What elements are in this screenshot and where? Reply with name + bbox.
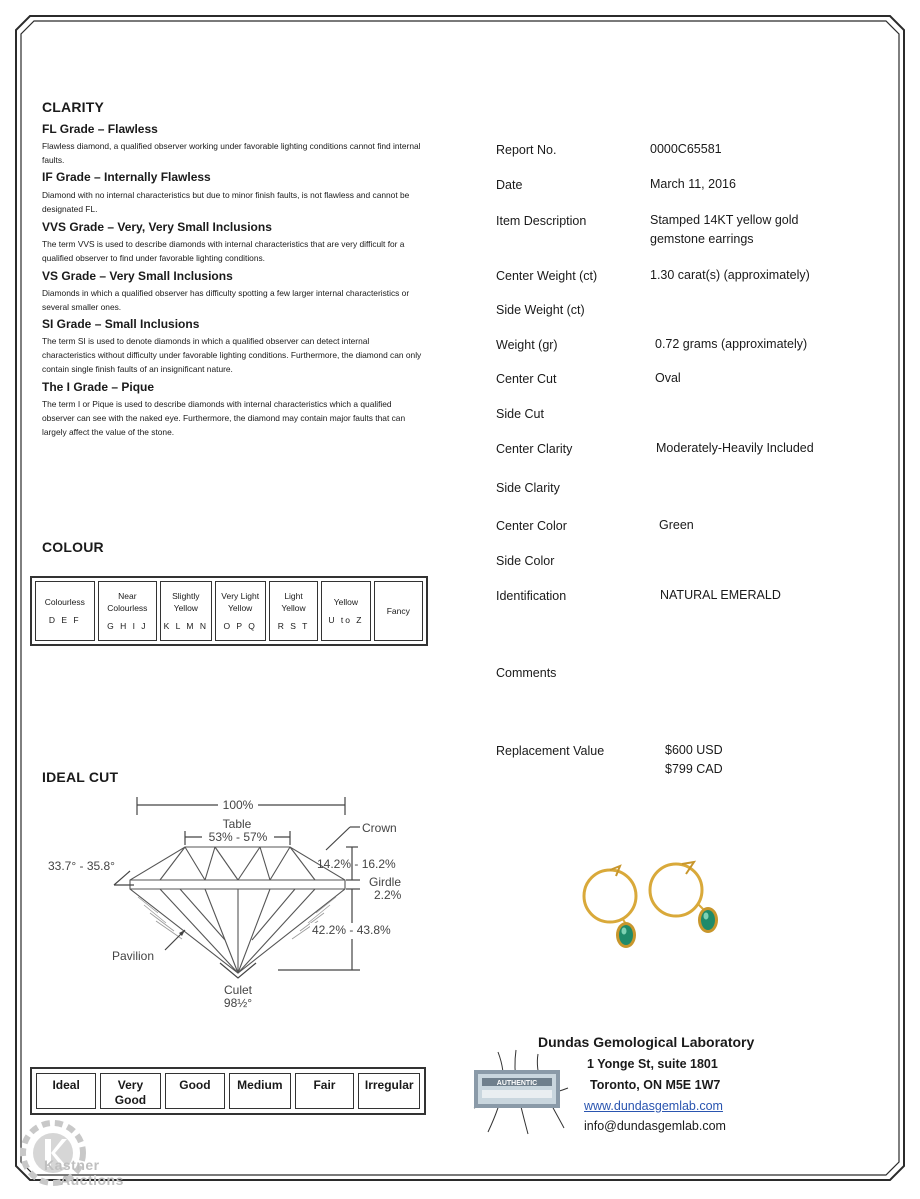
diagram-crown-label: Crown — [362, 821, 397, 835]
colour-name: Slightly Yellow — [172, 591, 200, 613]
lab-address-line2: Toronto, ON M5E 1W7 — [590, 1078, 721, 1092]
clarity-i-desc: The term I or Pique is used to describe diamonds with internal characteristics which a qualified observer can see with the naked eye. Furthermore, the diamond may contain major faults that can largely affect the value of the stone. — [42, 399, 406, 437]
cut-grade-cell: Very Good — [100, 1073, 160, 1109]
clarity-vs-title: VS Grade – Very Small Inclusions — [42, 269, 233, 283]
colour-name: Colourless — [44, 597, 85, 607]
colour-codes: O P Q — [223, 621, 257, 631]
lab-email: info@dundasgemlab.com — [584, 1119, 726, 1133]
identification-label: Identification — [496, 589, 567, 603]
center-clarity-label: Center Clarity — [496, 442, 573, 456]
colour-codes: R S T — [277, 621, 310, 631]
diagram-culet-label: Culet — [223, 983, 253, 997]
colour-codes: G H I J — [107, 621, 148, 631]
center-cut-label: Center Cut — [496, 372, 557, 386]
colour-cell-near-colourless — [98, 581, 158, 641]
clarity-vs-desc: Diamonds in which a qualified observer has difficulty spotting a few larger internal characteristics or several smaller ones. — [42, 288, 410, 312]
weight-gr-label: Weight (gr) — [496, 338, 558, 352]
colour-cell-slightly-yellow — [160, 581, 211, 641]
colour-name: Light Yellow — [281, 591, 306, 613]
diamond-shape — [130, 847, 345, 973]
earrings-photo — [570, 858, 730, 958]
colour-cell-very-light-yellow — [215, 581, 266, 641]
diagram-girdle-label: Girdle — [369, 875, 402, 889]
clarity-if-desc: Diamond with no internal characteristics but due to minor finish faults, is not flawless and cannot be designated FL. — [42, 190, 410, 214]
replacement-value-cad: $799 CAD — [665, 762, 723, 776]
side-clarity-label: Side Clarity — [496, 481, 560, 495]
diagram-crown-angle: 33.7° - 35.8° — [48, 859, 115, 873]
item-description-label: Item Description — [496, 214, 587, 228]
clarity-vvs-title: VVS Grade – Very, Very Small Inclusions — [42, 220, 272, 234]
clarity-si-desc: The term SI is used to denote diamonds in which a qualified observer can detect internal characteristics without difficulty under favorable lighting conditions. Furthermore, the diamond can only contain single finish faults of an insignificant nature. — [42, 336, 422, 374]
comments-label: Comments — [496, 666, 557, 680]
clarity-si-title: SI Grade – Small Inclusions — [42, 317, 200, 331]
diagram-girdle-value: 2.2% — [374, 888, 402, 902]
report-no-value: 0000C65581 — [650, 142, 722, 156]
side-color-label: Side Color — [496, 554, 555, 568]
center-cut-value: Oval — [655, 371, 681, 385]
cut-grade-cell: Medium — [229, 1073, 290, 1109]
diagram-pavilion-depth: 42.2% - 43.8% — [312, 923, 391, 937]
lab-address-line1: 1 Yonge St, suite 1801 — [587, 1057, 718, 1071]
diamond-diagram — [30, 785, 430, 1015]
seal-text: AUTHENTIC — [496, 1080, 538, 1087]
watermark-line1: Kastner — [44, 1157, 100, 1173]
diagram-total-label: 100% — [222, 798, 254, 812]
cut-grade-cell: Fair — [295, 1073, 355, 1109]
colour-cell-yellow — [321, 581, 370, 641]
side-cut-label: Side Cut — [496, 407, 544, 421]
watermark-line2: Auctions — [60, 1172, 124, 1188]
colour-name: Very Light Yellow — [221, 591, 260, 613]
colour-name: Fancy — [386, 606, 410, 616]
lab-website-link[interactable]: www.dundasgemlab.com — [584, 1099, 723, 1113]
replacement-value-usd: $600 USD — [665, 743, 723, 757]
clarity-title: CLARITY — [42, 99, 105, 115]
colour-cell-fancy — [374, 581, 423, 641]
colour-name: Yellow — [333, 597, 359, 607]
clarity-vvs-desc: The term VVS is used to describe diamonds with internal characteristics that are very difficult for a qualified observer to find under favorable lighting conditions. — [42, 239, 405, 263]
cut-grade-cell: Good — [165, 1073, 225, 1109]
authentic-seal — [468, 1048, 580, 1136]
cut-grade-cell: Ideal — [36, 1073, 96, 1109]
replacement-value-label: Replacement Value — [496, 744, 605, 758]
colour-cell-colourless — [35, 581, 95, 641]
clarity-fl-desc: Flawless diamond, a qualified observer working under favorable lighting conditions cannot find internal faults. — [42, 141, 421, 165]
colour-codes: D E F — [48, 615, 81, 625]
cut-grade-cell: Irregular — [358, 1073, 420, 1109]
diagram-culet-value: 98½° — [223, 996, 253, 1010]
date-label: Date — [496, 178, 523, 192]
side-weight-label: Side Weight (ct) — [496, 303, 585, 317]
item-description-value: Stamped 14KT yellow gold gemstone earrings — [650, 213, 799, 246]
ideal-cut-title: IDEAL CUT — [42, 769, 119, 785]
report-no-label: Report No. — [496, 143, 557, 157]
lab-name: Dundas Gemological Laboratory — [538, 1034, 755, 1050]
clarity-fl-title: FL Grade – Flawless — [42, 122, 158, 136]
weight-gr-value: 0.72 grams (approximately) — [655, 337, 808, 351]
center-color-value: Green — [659, 518, 694, 532]
colour-name: Near Colourless — [107, 591, 148, 613]
center-clarity-value: Moderately-Heavily Included — [656, 441, 814, 455]
date-value: March 11, 2016 — [650, 177, 736, 191]
colour-codes: U to Z — [328, 615, 364, 625]
identification-value: NATURAL EMERALD — [660, 588, 781, 602]
colour-codes: K L M N — [163, 621, 209, 631]
diagram-table-label: Table — [222, 817, 252, 831]
diagram-crown-height: 14.2% - 16.2% — [317, 857, 396, 871]
cut-grade-scale — [30, 1067, 426, 1115]
colour-cell-light-yellow — [269, 581, 318, 641]
clarity-i-title: The I Grade – Pique — [42, 380, 155, 394]
diagram-table-range: 53% - 57% — [208, 830, 268, 844]
center-weight-label: Center Weight (ct) — [496, 269, 598, 283]
center-color-label: Center Color — [496, 519, 567, 533]
diagram-pavilion-label: Pavilion — [112, 949, 155, 963]
colour-title: COLOUR — [42, 539, 104, 555]
center-weight-value: 1.30 carat(s) (approximately) — [650, 268, 810, 282]
colour-scale — [30, 576, 428, 646]
clarity-if-title: IF Grade – Internally Flawless — [42, 170, 211, 184]
